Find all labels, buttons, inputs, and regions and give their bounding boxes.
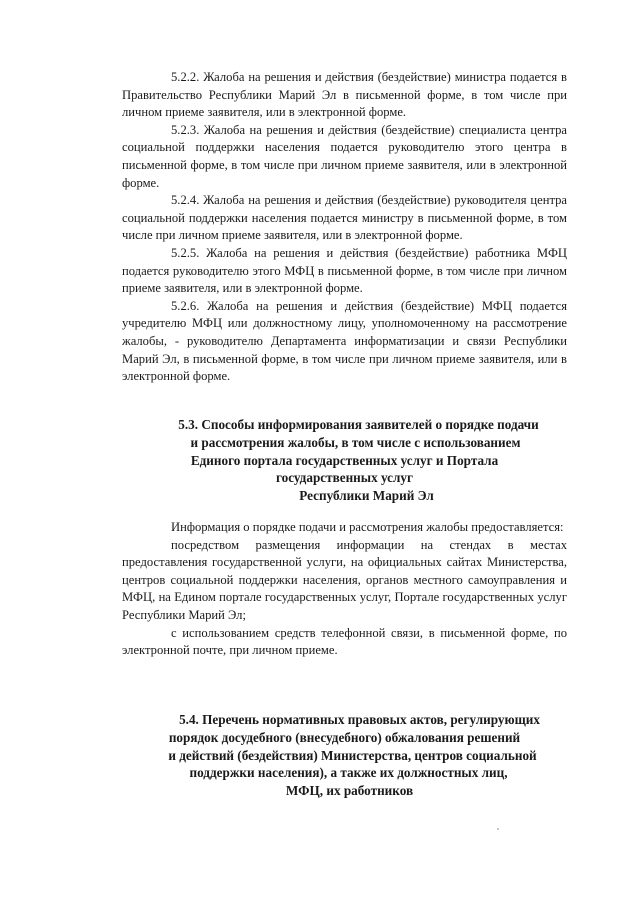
paragraph-5-2-2: 5.2.2. Жалоба на решения и действия (бездействие) министра подается в Правительство Республики Марий Эл в письменной форме, в том числе при личном приеме заявителя, или в электронной форме. [122,70,567,120]
paragraph-info-phone: с использованием средств телефонной связи, в письменной форме, по электронной почте, при личном приеме. [122,625,567,658]
complaint-filing-paragraphs [122,69,567,386]
heading-5-3-line-5: Республики Марий Эл [299,488,434,504]
paragraph-info-stands: посредством размещения информации на стендах в местах предоставления государственной услуги, на официальных сайтах Министерства, центров социальной поддержки населения, органов местного самоуправления и МФЦ, на Едином портале государственных услуг, Портале государственных услуг Республики Марий Эл; [122,537,567,622]
heading-5-4-line-4: поддержки населения), а также их должностных лиц, [189,765,508,781]
heading-5-4-line-1: 5.4. Перечень нормативных правовых актов, регулирующих [179,712,540,727]
information-methods-paragraphs [122,519,567,660]
section-heading-5-4 [122,711,567,800]
section-heading-5-3 [122,416,567,505]
heading-5-3-line-4: государственных услуг [275,470,413,486]
heading-5-4-line-3: и действий (бездействия) Министерства, центров социальной [168,747,537,763]
scan-speck [497,828,499,830]
paragraph-5-2-6: 5.2.6. Жалоба на решения и действия (бездействие) МФЦ подается учредителю МФЦ или должностному лицу, уполномоченному на рассмотрение жалобы, - руководителю Департамента информатизации и связи Республики Марий Эл, в письменной форме, в том числе при личном приеме заявителя, или в электронной форме. [122,298,567,384]
paragraph-5-2-3: 5.2.3. Жалоба на решения и действия (бездействие) специалиста центра социальной поддержки населения подается руководителю этого центра в письменной форме, в том числе при личном приеме заявителя, или в электронной форме. [122,122,567,190]
heading-5-4-line-5: МФЦ, их работников [285,783,414,799]
paragraph-info-intro: Информация о порядке подачи и рассмотрения жалобы предоставляется: [171,520,564,534]
heading-5-3-line-3: Единого портала государственных услуг и Портала [190,452,499,468]
heading-5-3-line-2: и рассмотрения жалобы, в том числе с использованием [190,434,521,450]
heading-5-3-line-1: 5.3. Способы информирования заявителей о порядке подачи [178,417,539,432]
paragraph-5-2-5: 5.2.5. Жалоба на решения и действия (бездействие) работника МФЦ подается руководителю этого МФЦ в письменной форме, в том числе при личном приеме заявителя, или в электронной форме. [122,245,567,296]
heading-5-4-line-2: порядок досудебного (внесудебного) обжалования решений [168,729,521,745]
paragraph-5-2-4: 5.2.4. Жалоба на решения и действия (бездействие) руководителя центра социальной поддержки населения подается министру в письменной форме, в том числе при личном приеме заявителя, или в электронной форме. [122,193,567,243]
